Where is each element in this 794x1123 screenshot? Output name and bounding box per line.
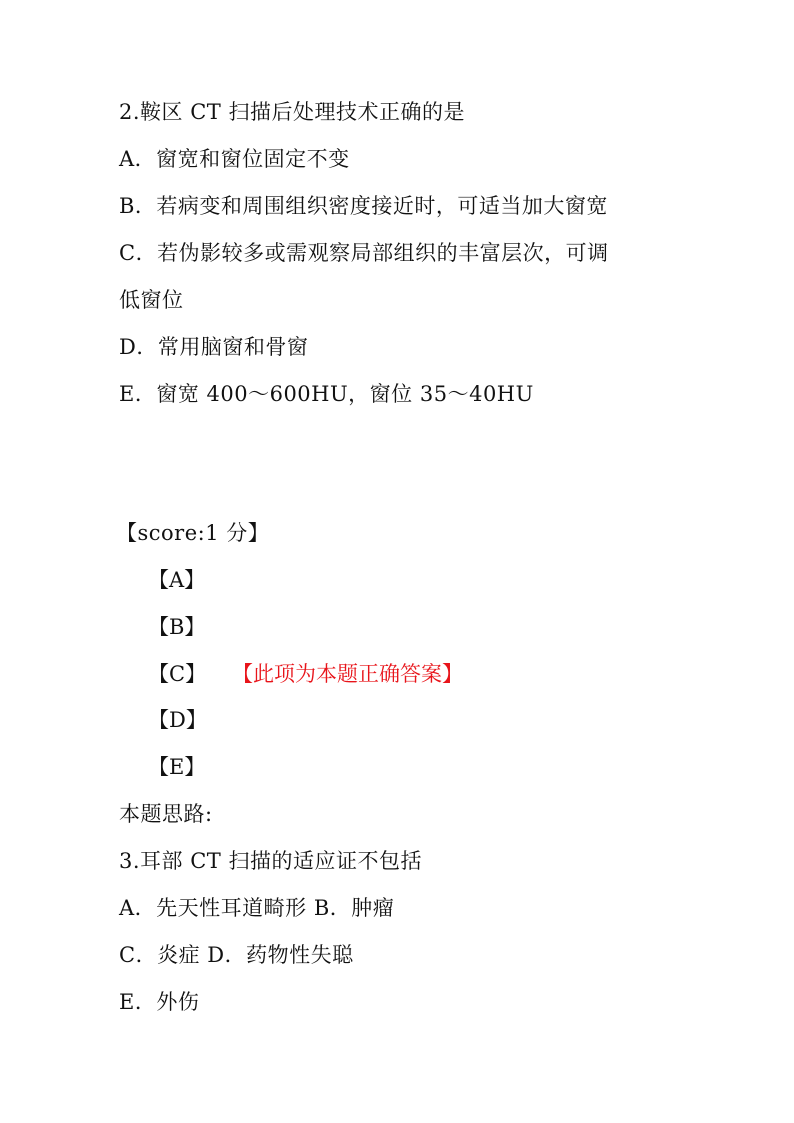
question-stem: 3.耳部 CT 扫描的适应证不包括	[119, 849, 422, 873]
question-stem: 2.鞍区 CT 扫描后处理技术正确的是	[119, 100, 465, 124]
choice-e: 【E】	[148, 755, 206, 779]
explanation-label: 本题思路:	[119, 802, 213, 826]
option-d: D．常用脑窗和骨窗	[119, 335, 309, 359]
choice-d: 【D】	[148, 708, 207, 732]
option-e: E．窗宽 400～600HU，窗位 35～40HU	[119, 382, 534, 406]
option-e: E．外伤	[119, 990, 200, 1014]
option-c-continued: 低窗位	[119, 288, 184, 312]
option-a-b: A．先天性耳道畸形 B．肿瘤	[119, 896, 395, 920]
option-c: C．若伪影较多或需观察局部组织的丰富层次，可调	[119, 241, 609, 265]
option-a: A．窗宽和窗位固定不变	[119, 147, 350, 171]
option-b: B．若病变和周围组织密度接近时，可适当加大窗宽	[119, 194, 608, 218]
choice-b: 【B】	[148, 615, 206, 639]
choice-a: 【A】	[148, 568, 206, 592]
score-label: 【score:1 分】	[116, 521, 270, 545]
option-c-d: C．炎症 D．药物性失聪	[119, 943, 354, 967]
choice-c: 【C】	[148, 662, 207, 686]
correct-answer-marker: 【此项为本题正确答案】	[232, 662, 463, 686]
